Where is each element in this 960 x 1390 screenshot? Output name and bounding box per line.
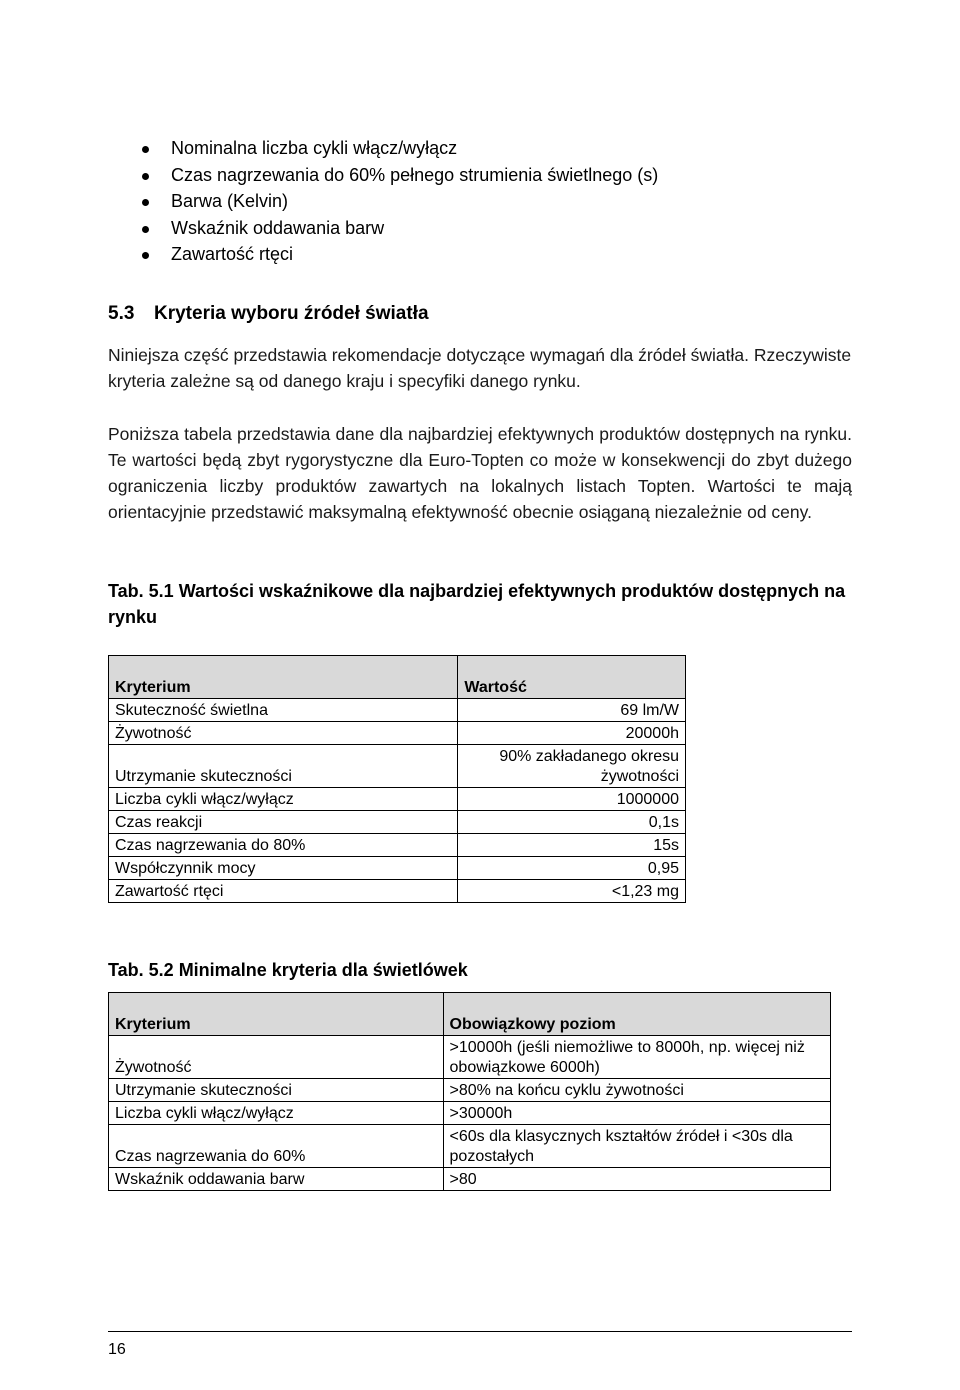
- table-row: Zawartość rtęci <1,23 mg: [109, 880, 686, 903]
- header-level: Obowiązkowy poziom: [443, 993, 830, 1036]
- table-row: Wskaźnik oddawania barw >80: [109, 1168, 831, 1191]
- bullet-icon: [142, 173, 149, 180]
- header-criterion: Kryterium: [109, 656, 458, 699]
- footer-divider: [108, 1331, 852, 1332]
- table-header-row: [109, 993, 831, 1036]
- bullet-icon: [142, 199, 149, 206]
- list-item: Barwa (Kelvin): [130, 189, 658, 216]
- bullet-icon: [142, 226, 149, 233]
- header-value: Wartość: [458, 656, 686, 699]
- table-row: Liczba cykli włącz/wyłącz >30000h: [109, 1102, 831, 1125]
- page-number: 16: [108, 1341, 126, 1358]
- table-header-row: [109, 656, 686, 699]
- table-row: Skuteczność świetlna 69 lm/W: [109, 699, 686, 722]
- criteria-table: [108, 992, 831, 1191]
- bullet-icon: [142, 146, 149, 153]
- table-row: Utrzymanie skuteczności 90% zakładanego okresu żywotności: [109, 745, 686, 788]
- table-row: Czas nagrzewania do 60% <60s dla klasycznych kształtów źródeł i <30s dla pozostałych: [109, 1125, 831, 1168]
- table-row: Żywotność >10000h (jeśli niemożliwe to 8000h, np. więcej niż obowiązkowe 6000h): [109, 1036, 831, 1079]
- list-item: Zawartość rtęci: [130, 242, 658, 269]
- table-row: Czas reakcji 0,1s: [109, 811, 686, 834]
- list-item: Nominalna liczba cykli włącz/wyłącz: [130, 136, 658, 163]
- list-item: Czas nagrzewania do 60% pełnego strumienia świetlnego (s): [130, 163, 658, 190]
- table1-caption: Tab. 5.1 Wartości wskaźnikowe dla najbardziej efektywnych produktów dostępnych na rynku: [108, 581, 846, 627]
- intro-paragraph: Niniejsza część przedstawia rekomendacje dotyczące wymagań dla źródeł światła. Rzeczywiste kryteria zależne są od danego kraju i specyfiki danego rynku.: [108, 345, 852, 391]
- description-paragraph: Poniższa tabela przedstawia dane dla najbardziej efektywnych produktów dostępnych na rynku. Te wartości będą zbyt rygorystyczne dla Euro-Topten co może w konsekwencji do zbyt dużego ograniczenia liczby produktów zawartych na lokalnych listach Topten. Wartości te mają orientacyjnie przedstawić maksymalną efektywność obecnie osiąganą niezależnie od ceny.: [108, 424, 852, 522]
- section-heading: [108, 303, 429, 325]
- table2-caption: Tab. 5.2 Minimalne kryteria dla świetlówek: [108, 960, 468, 980]
- header-criterion: Kryterium: [109, 993, 444, 1036]
- bullet-list: [130, 136, 658, 269]
- table-row: Czas nagrzewania do 80% 15s: [109, 834, 686, 857]
- section-number: 5.3: [108, 303, 135, 324]
- table-row: Żywotność 20000h: [109, 722, 686, 745]
- table-row: Utrzymanie skuteczności >80% na końcu cyklu żywotności: [109, 1079, 831, 1102]
- values-table: [108, 655, 686, 903]
- list-item: Wskaźnik oddawania barw: [130, 216, 658, 243]
- section-title: Kryteria wyboru źródeł światła: [154, 303, 429, 324]
- table-row: Współczynnik mocy 0,95: [109, 857, 686, 880]
- bullet-icon: [142, 252, 149, 259]
- table-row: Liczba cykli włącz/wyłącz 1000000: [109, 788, 686, 811]
